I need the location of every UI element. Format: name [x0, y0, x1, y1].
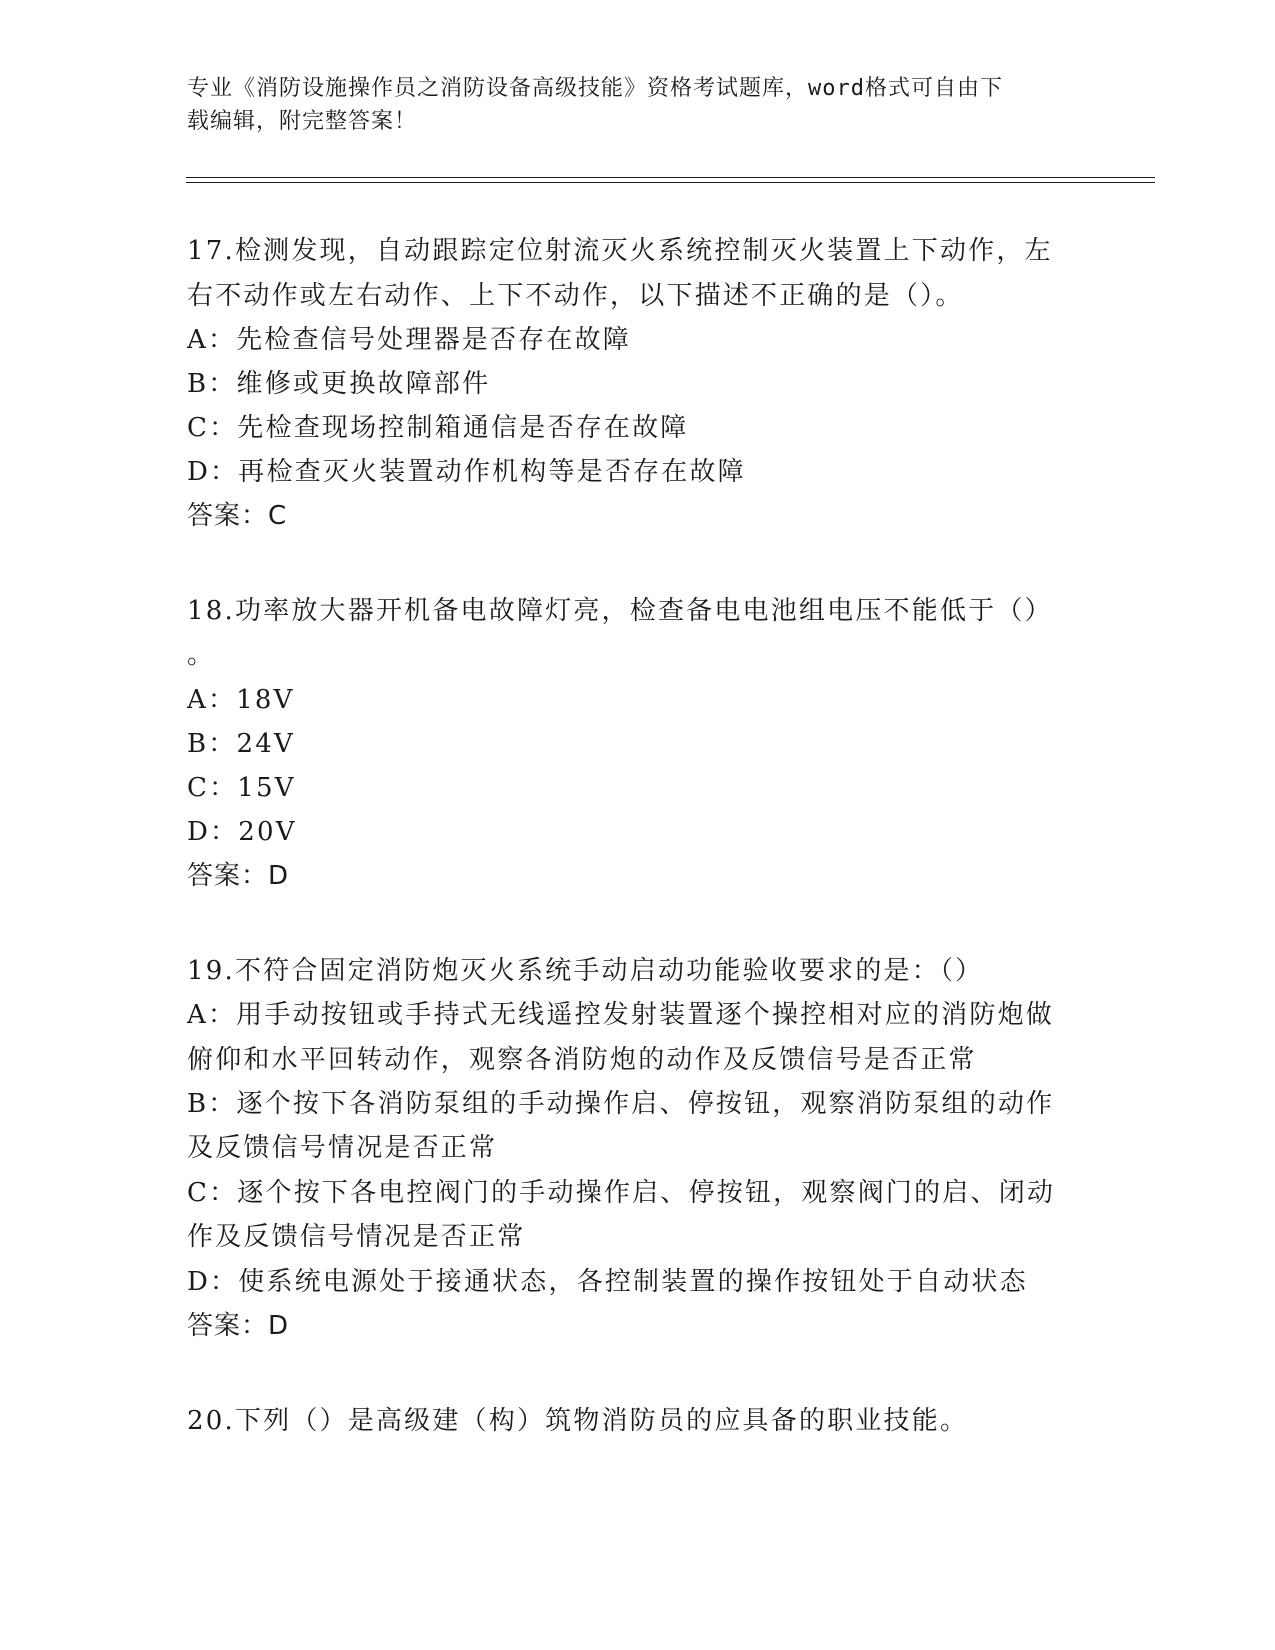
header-line-2: 载编辑，附完整答案！ [187, 109, 418, 134]
question-18-text-line-2: 。 [187, 640, 216, 670]
header-divider-top [186, 177, 1155, 178]
question-20-text-line-1: 20.下列（）是高级建（构）筑物消防员的应具备的职业技能。 [187, 1406, 969, 1436]
question-18-option-c: C：15V [187, 773, 296, 803]
question-19-option-c-line-2: 作及反馈信号情况是否正常 [187, 1222, 526, 1252]
question-18-option-b: B：24V [187, 729, 295, 759]
question-19-option-b-line-1: B：逐个按下各消防泵组的手动操作启、停按钮，观察消防泵组的动作 [187, 1089, 1055, 1119]
question-17-option-d: D：再检查灭火装置动作机构等是否存在故障 [187, 457, 746, 487]
question-17-answer: 答案：C [187, 501, 288, 531]
question-18-text-line-1: 18.功率放大器开机备电故障灯亮，检查备电电池组电压不能低于（） [187, 596, 1053, 626]
question-19-answer: 答案：D [187, 1311, 290, 1341]
question-19-option-a-line-1: A：用手动按钮或手持式无线遥控发射装置逐个操控相对应的消防炮做 [187, 1000, 1054, 1030]
question-19-option-d: D：使系统电源处于接通状态，各控制装置的操作按钮处于自动状态 [187, 1267, 1028, 1297]
header-divider-bottom [186, 182, 1155, 183]
question-17-text-line-1: 17.检测发现，自动跟踪定位射流灭火系统控制灭火装置上下动作，左 [187, 236, 1053, 266]
question-19-option-c-line-1: C：逐个按下各电控阀门的手动操作启、停按钮，观察阀门的启、闭动 [187, 1178, 1056, 1208]
question-18-option-a: A：18V [187, 685, 295, 715]
question-18-answer: 答案：D [187, 861, 290, 891]
question-18-option-d: D：20V [187, 817, 297, 847]
question-17-option-b: B：维修或更换故障部件 [187, 369, 491, 399]
question-19-option-b-line-2: 及反馈信号情况是否正常 [187, 1133, 498, 1163]
question-19-text-line-1: 19.不符合固定消防炮灭火系统手动启动功能验收要求的是：（） [187, 956, 984, 986]
question-17-option-a: A：先检查信号处理器是否存在故障 [187, 325, 631, 355]
question-19-option-a-line-2: 俯仰和水平回转动作，观察各消防炮的动作及反馈信号是否正常 [187, 1045, 977, 1075]
question-17-option-c: C：先检查现场控制箱通信是否存在故障 [187, 413, 689, 443]
header-line-1: 专业《消防设施操作员之消防设备高级技能》资格考试题库，word格式可自由下 [187, 76, 1003, 101]
document-header [187, 72, 1067, 138]
question-17-text-line-2: 右不动作或左右动作、上下不动作，以下描述不正确的是（）。 [187, 281, 964, 311]
